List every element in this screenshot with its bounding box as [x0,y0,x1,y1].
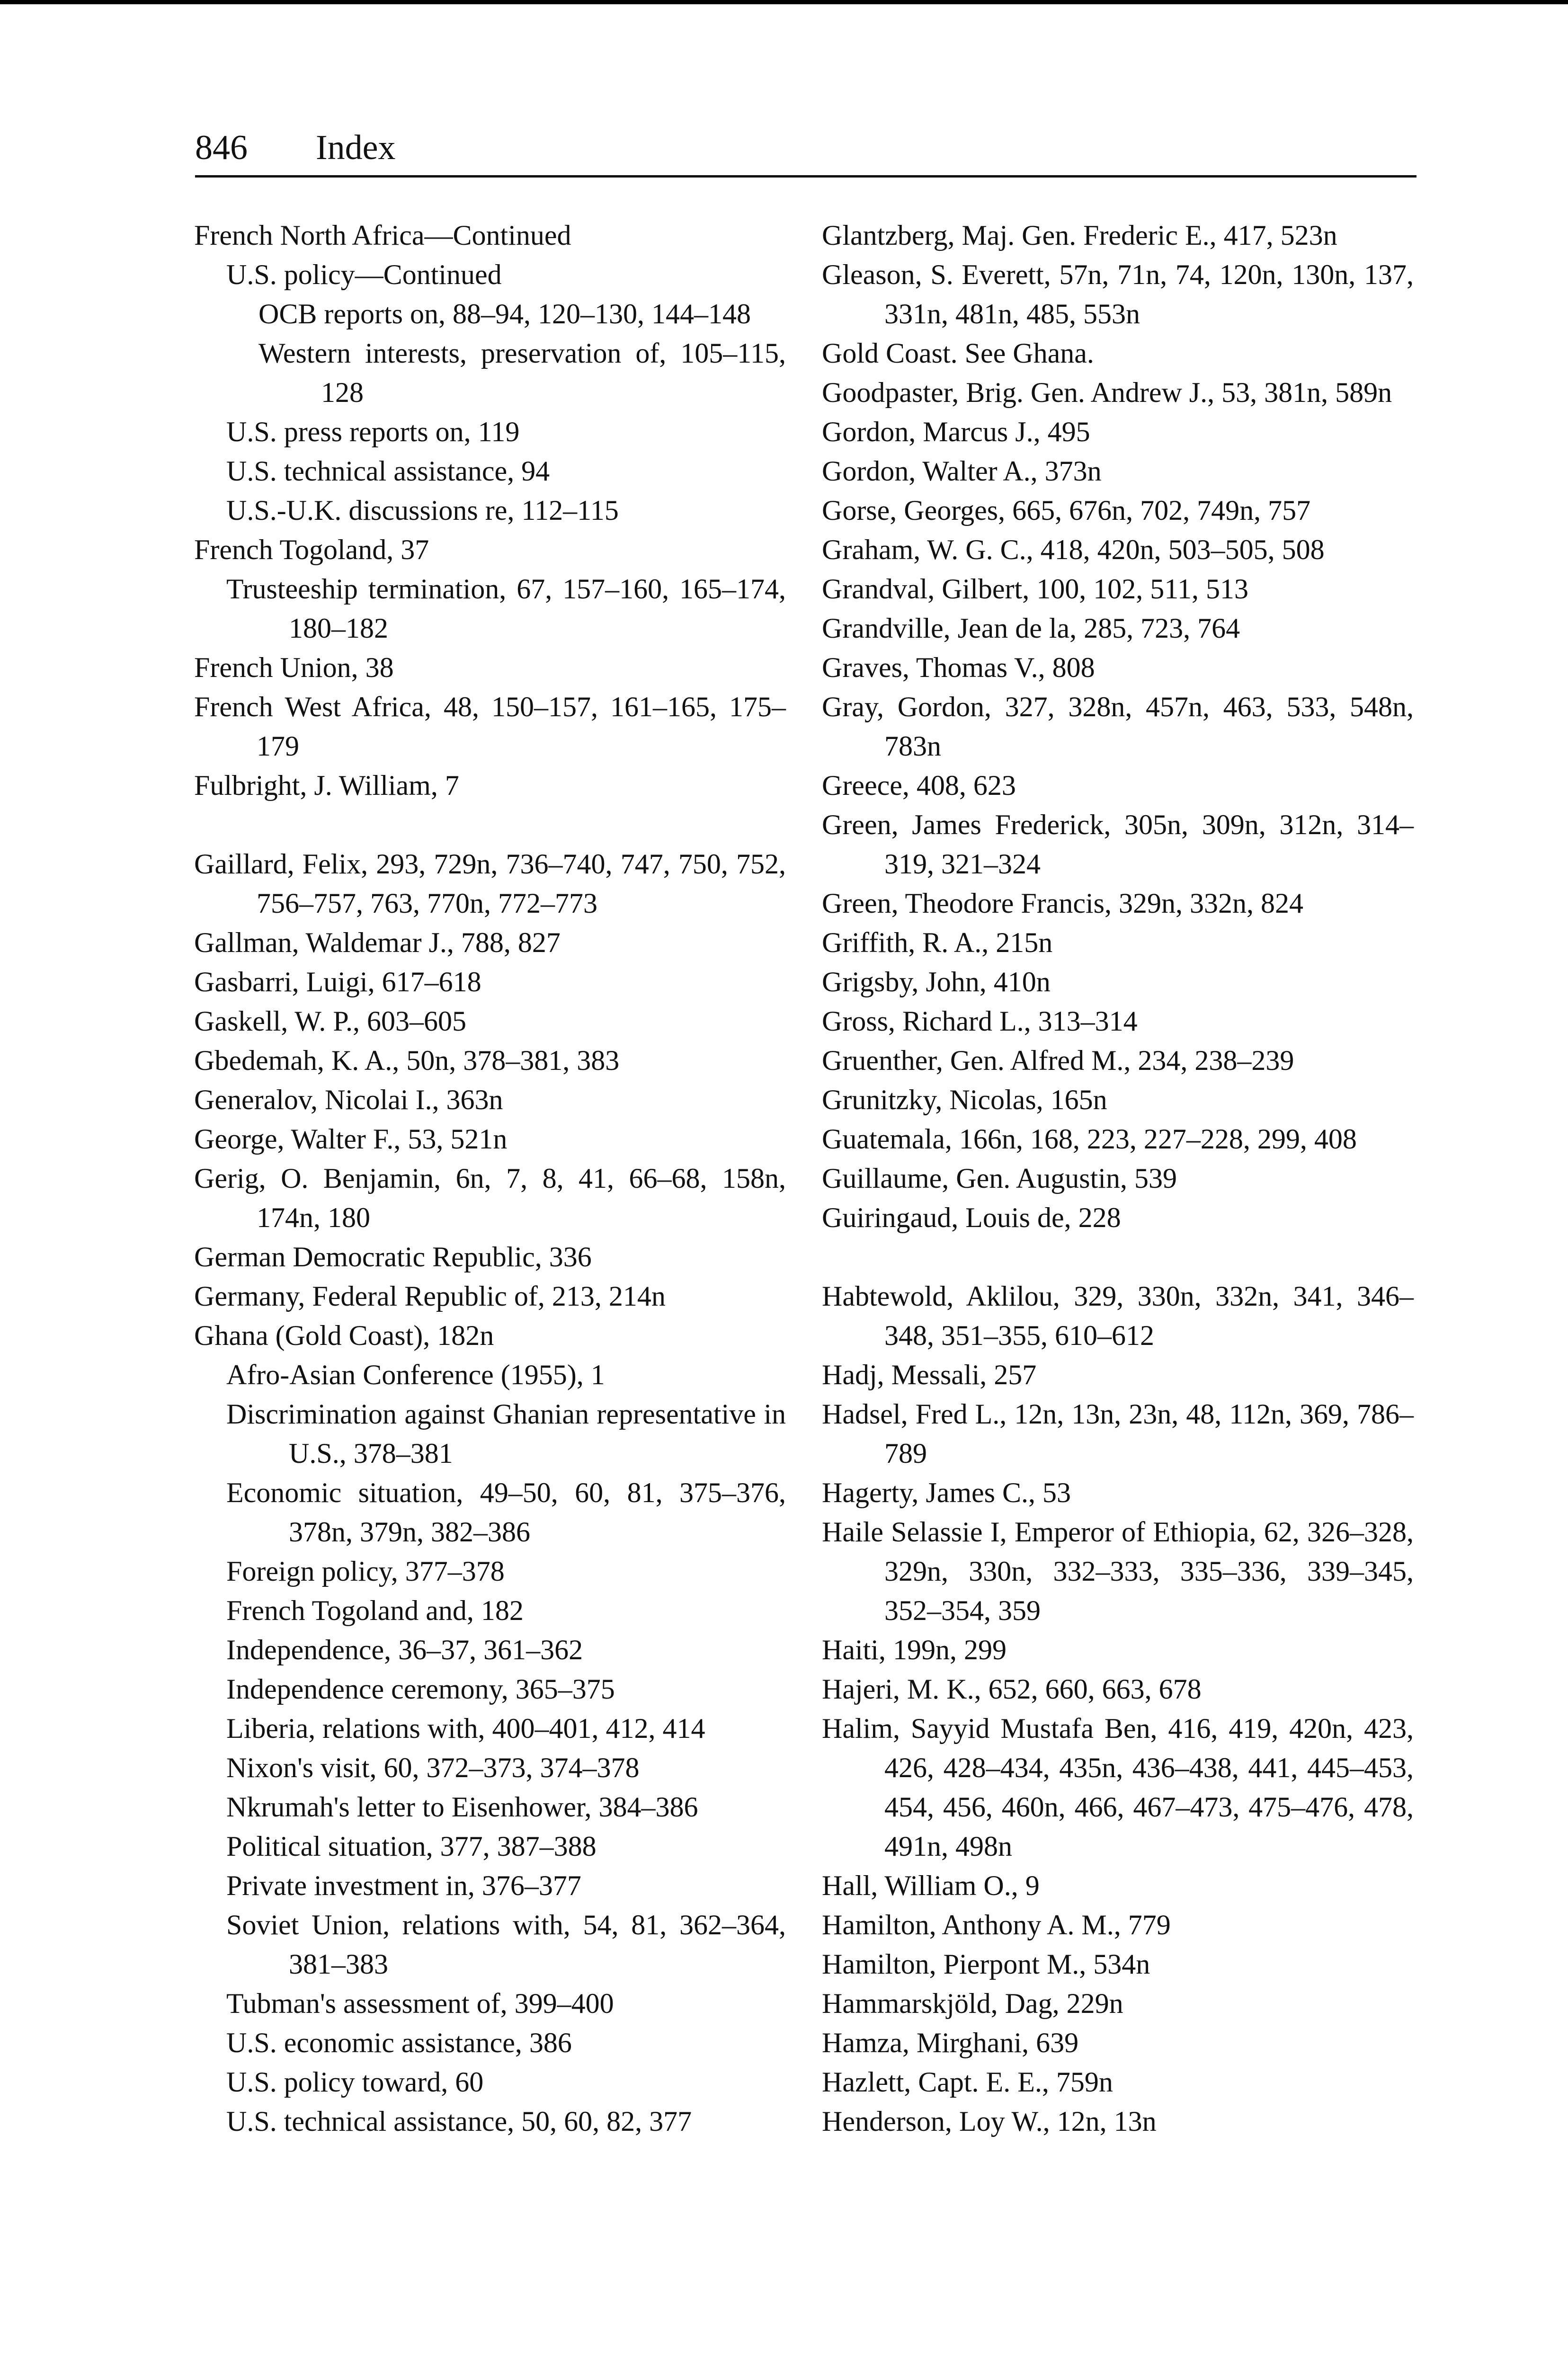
index-entry: Gaskell, W. P., 603–605 [194,1006,467,1037]
index-subentry: OCB reports on, 88–94, 120–130, 144–148 [258,298,751,329]
top-border [0,0,1568,4]
index-subentry: Independence ceremony, 365–375 [226,1673,615,1705]
index-subentry: U.S. press reports on, 119 [226,416,520,447]
index-entry: Gbedemah, K. A., 50n, 378–381, 383 [194,1045,620,1076]
index-entry: Hadsel, Fred L., 12n, 13n, 23n, 48, 112n, 369, 786–789 [822,1398,1414,1469]
index-entry: Hall, William O., 9 [822,1870,1040,1901]
index-subentry: U.S. technical assistance, 94 [226,455,550,487]
index-entry: French West Africa, 48, 150–157, 161–165, 175–179 [194,691,786,762]
index-entry: French Togoland, 37 [194,534,429,565]
index-subentry: U.S. policy—Continued [226,259,502,290]
index-entry: Hadj, Messali, 257 [822,1359,1037,1390]
index-entry: Germany, Federal Republic of, 213, 214n [194,1281,666,1312]
index-entry: French Union, 38 [194,652,394,683]
index-entry: Gerig, O. Benjamin, 6n, 7, 8, 41, 66–68, 158n, 174n, 180 [194,1163,786,1233]
index-entry: Gruenther, Gen. Alfred M., 234, 238–239 [822,1045,1294,1076]
index-entry: Gordon, Walter A., 373n [822,455,1102,487]
index-entry: Guatemala, 166n, 168, 223, 227–228, 299, 408 [822,1123,1357,1155]
index-subentry: Liberia, relations with, 400–401, 412, 414 [226,1713,705,1744]
index-subentry: Nkrumah's letter to Eisenhower, 384–386 [226,1791,698,1823]
index-subentry: U.S. policy toward, 60 [226,2066,484,2098]
index-entry: Gray, Gordon, 327, 328n, 457n, 463, 533, 548n, 783n [822,691,1414,762]
index-entry: Graves, Thomas V., 808 [822,652,1095,683]
index-subentry: Discrimination against Ghanian representative in U.S., 378–381 [226,1398,786,1469]
index-entry: Haiti, 199n, 299 [822,1634,1007,1665]
index-entry: Hagerty, James C., 53 [822,1477,1071,1508]
index-entry: Gorse, Georges, 665, 676n, 702, 749n, 757 [822,495,1311,526]
index-entry: Green, James Frederick, 305n, 309n, 312n, 314–319, 321–324 [822,809,1414,880]
index-entry: Gross, Richard L., 313–314 [822,1006,1138,1037]
index-subentry: Independence, 36–37, 361–362 [226,1634,583,1665]
index-entry: Green, Theodore Francis, 329n, 332n, 824 [822,888,1304,919]
index-entry: Haile Selassie I, Emperor of Ethiopia, 62, 326–328, 329n, 330n, 332–333, 335–336, 339–345, 352–354, 359 [822,1516,1414,1626]
index-entry: Guillaume, Gen. Augustin, 539 [822,1163,1177,1194]
index-entry: Graham, W. G. C., 418, 420n, 503–505, 508 [822,534,1325,565]
section-gap [822,1237,1414,1277]
index-entry: Fulbright, J. William, 7 [194,770,459,801]
index-column-right [822,216,1414,2141]
index-entry: Gaillard, Felix, 293, 729n, 736–740, 747, 750, 752, 756–757, 763, 770n, 772–773 [194,848,786,919]
index-entry: Guiringaud, Louis de, 228 [822,1202,1121,1233]
index-entry: Hamilton, Pierpont M., 534n [822,1949,1150,1980]
index-entry: Gold Coast. See Ghana. [822,338,1094,369]
index-entry: Hamza, Mirghani, 639 [822,2027,1079,2058]
index-entry: Glantzberg, Maj. Gen. Frederic E., 417, 523n [822,220,1337,251]
index-entry: Gordon, Marcus J., 495 [822,416,1090,447]
index-subentry: French Togoland and, 182 [226,1595,524,1626]
index-entry: Griffith, R. A., 215n [822,927,1053,958]
index-entry: Goodpaster, Brig. Gen. Andrew J., 53, 381n, 589n [822,377,1392,408]
index-entry: German Democratic Republic, 336 [194,1241,592,1272]
index-subentry: Tubman's assessment of, 399–400 [226,1988,614,2019]
index-subentry: Western interests, preservation of, 105–115, 128 [258,338,786,408]
index-entry: Grunitzky, Nicolas, 165n [822,1084,1107,1115]
index-entry: Hamilton, Anthony A. M., 779 [822,1909,1171,1940]
section-gap [194,805,786,845]
index-entry: Grandville, Jean de la, 285, 723, 764 [822,613,1240,644]
index-entry: Hazlett, Capt. E. E., 759n [822,2066,1113,2098]
index-subentry: Nixon's visit, 60, 372–373, 374–378 [226,1752,640,1783]
index-entry: Hammarskjöld, Dag, 229n [822,1988,1123,2019]
header-rule [195,175,1417,178]
page-number: 846 [195,128,248,167]
index-entry: Hajeri, M. K., 652, 660, 663, 678 [822,1673,1202,1705]
index-subentry: U.S. economic assistance, 386 [226,2027,572,2058]
index-subentry: Soviet Union, relations with, 54, 81, 362–364, 381–383 [226,1909,786,1980]
index-entry: Halim, Sayyid Mustafa Ben, 416, 419, 420n, 423, 426, 428–434, 435n, 436–438, 441, 445–453, 454, 456, 460n, 466, 467–473, 475–476, 478, 491n, 498n [822,1713,1414,1862]
index-subentry: Economic situation, 49–50, 60, 81, 375–376, 378n, 379n, 382–386 [226,1477,786,1548]
index-subentry: Foreign policy, 377–378 [226,1556,505,1587]
index-entry: Gleason, S. Everett, 57n, 71n, 74, 120n, 130n, 137, 331n, 481n, 485, 553n [822,259,1414,329]
index-subentry: Political situation, 377, 387–388 [226,1831,597,1862]
index-subentry: Afro-Asian Conference (1955), 1 [226,1359,605,1390]
index-entry: French North Africa—Continued [194,220,571,251]
index-subentry: U.S. technical assistance, 50, 60, 82, 377 [226,2106,692,2137]
index-subentry: Trusteeship termination, 67, 157–160, 165–174, 180–182 [226,573,786,644]
index-entry: Grigsby, John, 410n [822,966,1051,997]
index-entry: Habtewold, Aklilou, 329, 330n, 332n, 341, 346–348, 351–355, 610–612 [822,1281,1414,1351]
index-entry: Henderson, Loy W., 12n, 13n [822,2106,1157,2137]
index-subentry: U.S.-U.K. discussions re, 112–115 [226,495,619,526]
index-entry: Grandval, Gilbert, 100, 102, 511, 513 [822,573,1248,605]
page-header [195,124,1417,176]
index-entry: Gallman, Waldemar J., 788, 827 [194,927,561,958]
index-entry: Greece, 408, 623 [822,770,1016,801]
index-entry: George, Walter F., 53, 521n [194,1123,508,1155]
index-entry: Generalov, Nicolai I., 363n [194,1084,503,1115]
index-subentry: Private investment in, 376–377 [226,1870,581,1901]
index-entry: Gasbarri, Luigi, 617–618 [194,966,481,997]
page-title: Index [316,128,396,167]
index-entry: Ghana (Gold Coast), 182n [194,1320,494,1351]
index-column-left [194,216,786,2141]
